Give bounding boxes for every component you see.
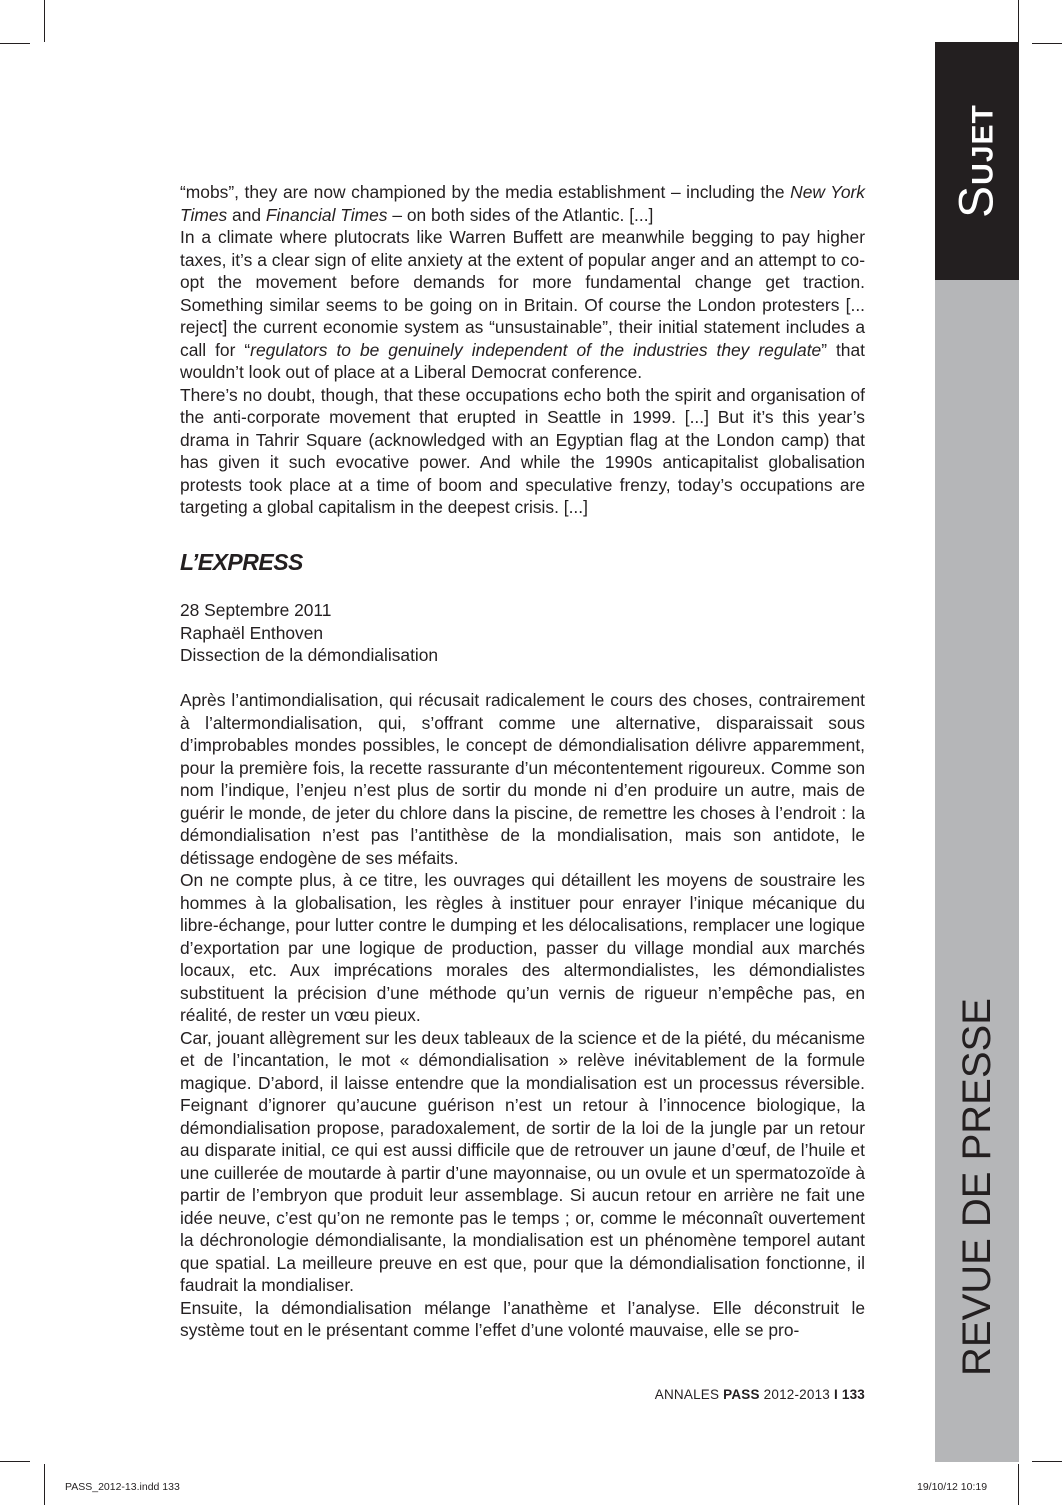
article-body [180,689,865,1342]
paragraph: In a climate where plutocrats like Warren Buffett are meanwhile begging to pay higher taxes, it’s a clear sign of elite anxiety at the extent of popular anger and an attempt to co-opt the movement before demands for more fundamental change get traction. Something similar seems to be going on in Britain. Of course the London protesters [... reject] the current economie system as “unsustainable”, their initial statement includes a call for “regulators to be genuinely independent of the industries they regulate” that wouldn’t look out of place at a Liberal Democrat conference. [180,227,865,382]
crop-mark [44,1464,45,1505]
source-heading: L’EXPRESS [180,549,303,575]
page-footer: ANNALES PASS 2012-2013 I 133 [654,1387,865,1402]
article-meta [180,599,438,667]
crop-mark [44,0,45,42]
section-tab [935,42,1019,280]
paragraph: Car, jouant allègrement sur les deux tableaux de la science et de la piété, du mécanisme et de l’incantation, le mot « démondialisation » relève inévitablement de la formule magique. D’abord, il laisse entendre que la mondialisation est un processus réversible. Feignant d’ignorer qu’aucune guérison n’est un retour à l’innocence biologique, la démondialisation propose, paradoxalement, de sortir de la loi de la jungle par un retour au disparate initial, ce qui est aussi difficile que de retrouver un jaune d’œuf, de l’huile et une cuillerée de moutarde à partir d’une mayonnaise, ou un ovule et un spermatozoïde à partir de l’embryon que produit leur assemblage. Si aucun retour en arrière ne fait une idée neuve, c’est qu’on ne remonte pas le temps ; or, comme le méconnaît ouvertement la déchronologie démondialisante, la mondialisation est un phénomène temporel autant que spatial. La meilleure preuve en est que, pour que la démondialisation fonctionne, il faudrait la mondialiser. [180,1027,865,1295]
crop-mark [1032,1461,1062,1462]
print-slug-datetime: 19/10/12 10:19 [917,1481,988,1493]
crop-mark [0,43,30,44]
article-author: Raphaël Enthoven [180,622,324,643]
article-title: Dissection de la démondialisation [180,645,439,665]
article-continuation [180,181,865,519]
paragraph: Après l’antimondialisation, qui récusait radicalement le cours des choses, contrairement à l’altermondialisation, qui, s’offrant comme une alternative, disparaissait sous d’improbables mondes possibles, le concept de démondialisation délivre apparemment, pour la première fois, la recette rassurante d’un mécontentement rigoureux. Comme son nom l’indique, l’enjeu n’est plus de sortir du monde ni d’en produire un autre, mais de guérir le monde, de jeter du chlore dans la piscine, de remettre les choses à l’endroit : la démondialisation n’est pas l’antithèse de la mondialisation, mais son antidote, le détissage endogène de ses méfaits. [180,690,865,868]
print-slug-file: PASS_2012-13.indd 133 [65,1481,180,1493]
paragraph: “mobs”, they are now championed by the media establishment – including the New York Times and Financial Times – on both sides of the Atlantic. [...] [180,182,866,225]
category-label-wrap [935,280,1019,1462]
paragraph: On ne compte plus, à ce titre, les ouvrages qui détaillent les moyens de soustraire les hommes à la globalisation, les règles à instituer pour enrayer l’inique mécanique du libre-échange, pour lutter contre le dumping et les délocalisations, remplacer une logique d’exportation par une logique de production, passer du village mondial aux marchés locaux, etc. Aux imprécations morales des altermondialistes, les démondialistes substituent la précision d’une méthode qu’un vernis de rigueur n’empêche pas, en réalité, de rester un vœu pieux. [180,870,865,1025]
section-label: SUJET [950,104,1004,218]
paragraph: There’s no doubt, though, that these occupations echo both the spirit and organisation of the anti-corporate movement that erupted in Seattle in 1999. [...] But it’s this year’s drama in Tahrir Square (acknowledged with an Egyptian flag at the London camp) that has given it such evocative power. And while the 1990s anticapitalist globalisation protests took place at a time of boom and speculative frenzy, today’s occupations are targeting a global capitalism in the deepest crisis. [...] [180,384,865,517]
page-number: I 133 [833,1387,865,1402]
crop-mark [1018,1464,1019,1505]
crop-mark [1018,0,1019,42]
paragraph: Ensuite, la démondialisation mélange l’anathème et l’analyse. Elle déconstruit le système tout en le présentant comme l’effet d’une volonté mauvaise, elle se pro- [180,1297,865,1340]
article-date: 28 Septembre 2011 [180,600,332,620]
crop-mark [0,1461,30,1462]
crop-mark [1032,43,1062,44]
category-label: REVUE DE PRESSE [955,998,999,1376]
